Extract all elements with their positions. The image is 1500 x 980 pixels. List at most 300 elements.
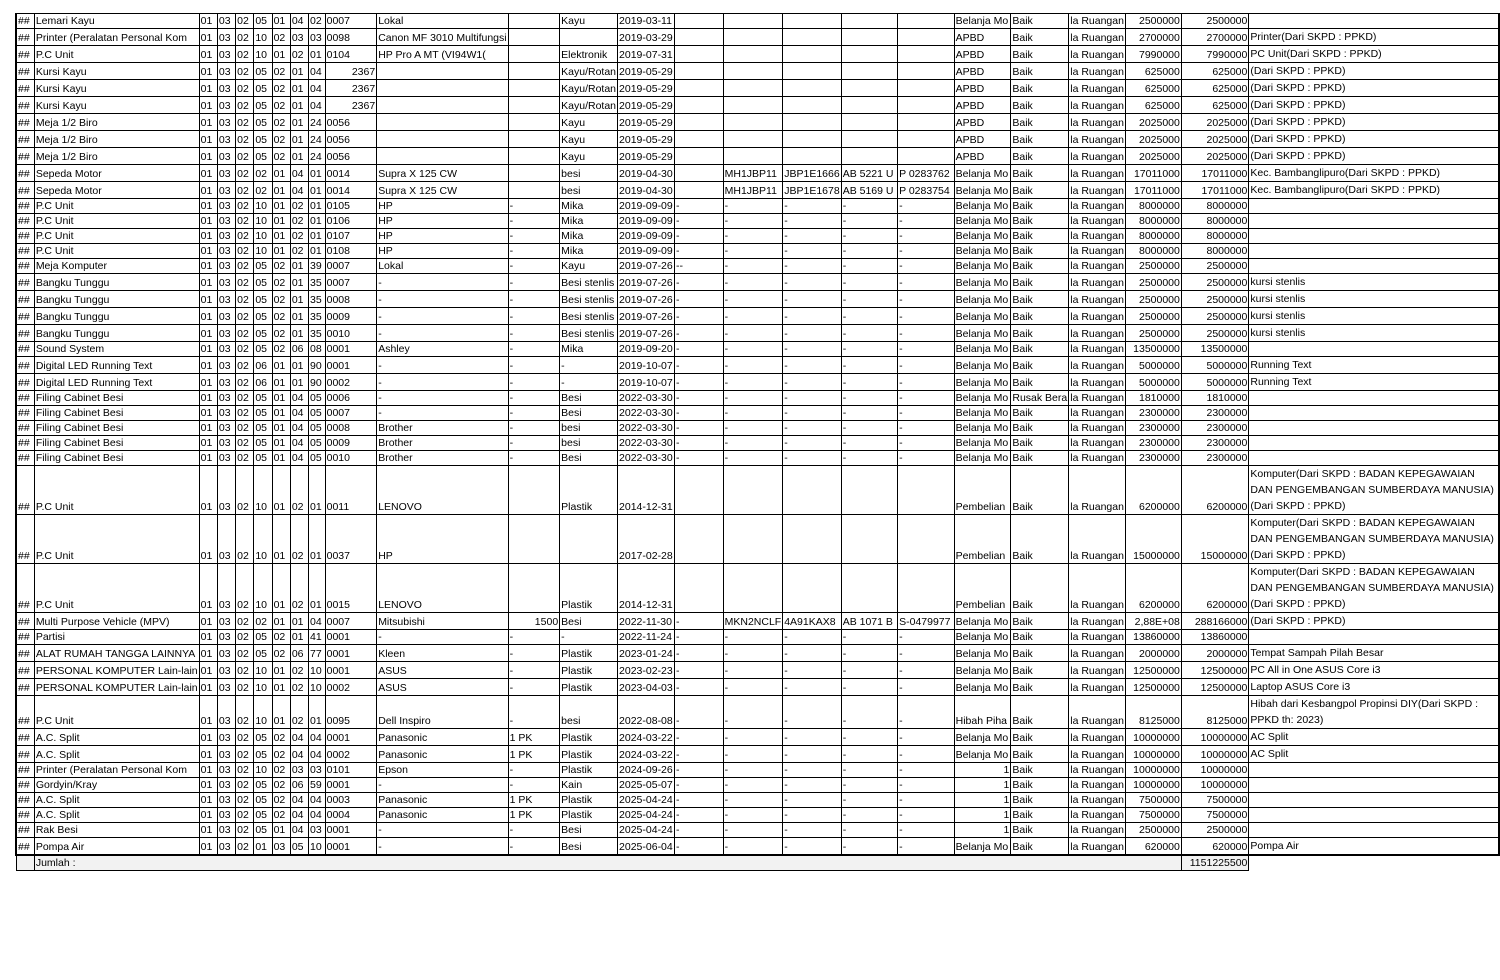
plate-no-cell: - (841, 308, 897, 325)
remarks-cell (1249, 406, 1499, 421)
condition-cell: Rusak Bera (1012, 392, 1068, 404)
code-cell: 01 (290, 131, 308, 148)
table-row (16, 696, 1499, 729)
location-cell: la Ruangan (1069, 29, 1126, 46)
code-cell: 04 (309, 613, 326, 630)
code-cell: 04 (309, 63, 326, 80)
code-cell: 04 (290, 421, 308, 436)
material-cell: - (560, 374, 618, 391)
size-cell (508, 14, 560, 29)
location-cell: la Ruangan (1069, 564, 1126, 613)
engine-no-cell: - (783, 696, 841, 729)
bpkb-no-cell: - (898, 259, 955, 274)
code-cell: 03 (217, 778, 235, 793)
location-cell: la Ruangan (1069, 679, 1126, 696)
remarks-cell: kursi stenlis (1249, 308, 1499, 325)
material-cell: Kayu (560, 259, 618, 274)
brand-cell (377, 114, 508, 131)
code-cell: 02 (236, 29, 254, 46)
code-cell: 01 (199, 645, 217, 662)
material-cell: Kayu (560, 131, 618, 148)
origin-cell: Belanja Mo (954, 182, 1011, 199)
code-cell: 24 (309, 114, 326, 131)
origin-cell: Pembelian (954, 515, 1011, 564)
factory-no-cell: - (674, 746, 723, 763)
value-cell: 5000000 (1181, 374, 1249, 391)
size-cell: - (508, 421, 560, 436)
date-cell: 2019-05-29 (618, 80, 675, 97)
brand-cell: - (377, 391, 508, 406)
code-cell: 10 (254, 662, 272, 679)
size-cell: - (508, 229, 560, 244)
bpkb-no-cell: - (898, 696, 955, 729)
table-body (16, 14, 1499, 856)
date-cell: 2019-09-09 (619, 200, 673, 212)
factory-no-cell: - (674, 696, 723, 729)
bpkb-no-cell: P 0283762 (898, 165, 955, 182)
brand-cell: Lokal (377, 259, 508, 274)
value-cell: 620000 (1181, 838, 1249, 856)
location-cell: la Ruangan (1069, 63, 1126, 80)
bpkb-no-cell: - (898, 823, 955, 838)
brand-cell: Kleen (377, 645, 508, 662)
origin-cell: APBD (954, 46, 1011, 63)
code-cell: 02 (236, 466, 254, 515)
code-cell: 02 (272, 29, 290, 46)
date-cell: 2022-03-30 (619, 452, 673, 464)
condition-cell: Baik (1011, 14, 1069, 29)
engine-no-cell: - (783, 662, 841, 679)
value-cell: 7500000 (1181, 808, 1249, 823)
code-cell: 01 (309, 466, 326, 515)
register-cell: 0010 (325, 451, 377, 466)
remarks-cell: Running Text (1249, 357, 1499, 374)
item-name-cell: P.C Unit (34, 229, 199, 244)
code-cell: 04 (290, 746, 308, 763)
code-cell: 02 (236, 630, 254, 645)
chassis-no-cell: - (723, 421, 783, 436)
remarks-cell: (Dari SKPD : PPKD) (1249, 80, 1499, 97)
plate-no-cell: - (841, 823, 897, 838)
code-cell: 04 (290, 823, 308, 838)
chassis-no-cell: - (723, 274, 783, 291)
date-cell: 2019-04-30 (618, 165, 675, 182)
table-row (16, 357, 1499, 374)
code-cell: 01 (199, 182, 217, 199)
origin-cell: Belanja Mo (954, 613, 1011, 630)
date-cell: 2019-03-29 (618, 29, 675, 46)
date-cell: 2019-05-29 (618, 114, 675, 131)
date-cell: 2022-03-30 (619, 437, 673, 449)
value-cell: 288166000 (1181, 613, 1249, 630)
condition-cell: Baik (1011, 182, 1069, 199)
location-cell: la Ruangan (1069, 274, 1126, 291)
code-cell: 01 (272, 406, 290, 421)
code-cell: 02 (236, 308, 254, 325)
engine-no-cell: - (783, 763, 841, 778)
remarks-cell: (Dari SKPD : PPKD) (1249, 131, 1499, 148)
date-cell: 2022-03-30 (619, 407, 673, 419)
bpkb-no-cell: - (898, 308, 955, 325)
code-cell: 90 (309, 374, 326, 391)
code-cell: 06 (290, 778, 308, 793)
value-cell: 2025000 (1181, 114, 1249, 131)
factory-no-cell: - (674, 342, 723, 357)
value-cell: 2700000 (1181, 29, 1249, 46)
code-cell: 02 (236, 274, 254, 291)
price-cell: 1810000 (1126, 391, 1182, 406)
item-name-cell: Bangku Tunggu (34, 325, 199, 342)
item-name-cell: Printer (Peralatan Personal Kom (34, 763, 199, 778)
engine-no-cell (783, 29, 841, 46)
engine-no-cell: - (783, 679, 841, 696)
factory-no-cell: - (674, 838, 723, 856)
code-cell: 05 (254, 436, 272, 451)
origin-cell: APBD (954, 114, 1011, 131)
brand-cell: ASUS (377, 679, 508, 696)
location-cell: la Ruangan (1070, 794, 1124, 806)
code-cell: 02 (309, 14, 326, 29)
origin-cell: 1 (954, 793, 1011, 808)
remarks-cell (1249, 229, 1499, 244)
value-cell: 2500000 (1181, 325, 1249, 342)
code-cell: 01 (199, 515, 217, 564)
condition-cell: Baik (1011, 662, 1069, 679)
plate-no-cell: - (841, 746, 897, 763)
remarks-cell: Komputer(Dari SKPD : BADAN KEPEGAWAIAN DAN PENGEMBANGAN SUMBERDAYA MANUSIA)(Dari SKPD : PPKD) (1249, 564, 1499, 613)
origin-cell: Belanja Mo (954, 229, 1011, 244)
price-cell: 2025000 (1126, 114, 1182, 131)
code-cell: 03 (272, 838, 290, 856)
bpkb-no-cell (898, 131, 955, 148)
size-cell: - (508, 391, 560, 406)
code-cell: 01 (199, 199, 217, 214)
price-cell: 625000 (1126, 80, 1182, 97)
plate-no-cell (841, 114, 897, 131)
price-cell: 2025000 (1126, 148, 1182, 165)
date-cell: 2019-05-29 (618, 131, 675, 148)
size-cell: - (508, 696, 560, 729)
factory-no-cell: - (674, 793, 723, 808)
table-row (16, 645, 1499, 662)
code-cell: 02 (272, 131, 290, 148)
bpkb-no-cell: - (898, 199, 955, 214)
engine-no-cell: - (783, 342, 841, 357)
table-row (16, 406, 1499, 421)
price-cell: 17011000 (1126, 165, 1182, 182)
code-cell: 03 (217, 229, 235, 244)
bpkb-no-cell: - (898, 214, 955, 229)
code-cell: 04 (309, 80, 326, 97)
chassis-no-cell: - (723, 244, 783, 259)
item-name-cell: Bangku Tunggu (34, 308, 199, 325)
code-cell: 02 (236, 746, 254, 763)
code-cell: 01 (309, 182, 326, 199)
material-cell: Plastik (560, 662, 618, 679)
date-cell: 2019-09-09 (619, 245, 673, 257)
plate-no-cell: - (841, 229, 897, 244)
code-cell: 02 (236, 357, 254, 374)
condition-cell: Baik (1011, 259, 1069, 274)
total-value: 1151225500 (1181, 855, 1249, 871)
remarks-cell: (Dari SKPD : PPKD) (1249, 613, 1499, 630)
size-cell: 1 PK (508, 746, 560, 763)
item-name-cell: Filing Cabinet Besi (34, 406, 199, 421)
chassis-no-cell (723, 63, 783, 80)
table-row (16, 63, 1499, 80)
code-cell: 05 (254, 630, 272, 645)
register-cell: 0003 (325, 793, 377, 808)
factory-no-cell (674, 80, 723, 97)
location-cell: la Ruangan (1069, 97, 1126, 114)
material-cell: Kayu/Rotan (560, 80, 618, 97)
code-cell: 01 (199, 131, 217, 148)
material-cell: besi (560, 421, 618, 436)
remarks-cell: (Dari SKPD : PPKD) (1249, 148, 1499, 165)
code-cell: 05 (290, 838, 308, 856)
chassis-no-cell (723, 14, 783, 29)
code-cell: 03 (217, 214, 235, 229)
table-row (16, 466, 1499, 515)
code-cell: 02 (290, 466, 308, 515)
code-cell: 03 (217, 131, 235, 148)
code-cell: 02 (272, 63, 290, 80)
chassis-no-cell: - (723, 729, 783, 746)
bpkb-no-cell (898, 14, 955, 29)
register-cell: 0007 (325, 406, 377, 421)
material-cell (560, 29, 618, 46)
factory-no-cell: - (674, 613, 723, 630)
code-cell: 01 (290, 114, 308, 131)
value-cell: 1810000 (1181, 391, 1249, 406)
chassis-no-cell (723, 97, 783, 114)
brand-cell: - (377, 823, 508, 838)
engine-no-cell (783, 515, 841, 564)
brand-cell: Ashley (377, 342, 508, 357)
plate-no-cell: - (841, 214, 897, 229)
factory-no-cell (674, 148, 723, 165)
code-cell: 03 (217, 259, 235, 274)
bpkb-no-cell: - (898, 645, 955, 662)
engine-no-cell: - (783, 778, 841, 793)
row-number-cell: ## (16, 274, 34, 291)
row-number-cell: ## (16, 29, 34, 46)
material-cell: Plastik (560, 793, 618, 808)
code-cell: 02 (236, 46, 254, 63)
date-cell: 2019-07-26 (618, 291, 675, 308)
brand-cell: - (377, 778, 508, 793)
code-cell: 03 (217, 466, 235, 515)
table-row (16, 308, 1499, 325)
code-cell: 04 (290, 793, 308, 808)
condition-cell: Baik (1011, 515, 1069, 564)
date-cell: 2022-11-30 (618, 613, 675, 630)
code-cell: 01 (290, 80, 308, 97)
register-cell: 0098 (325, 29, 377, 46)
table-row (16, 244, 1499, 259)
material-cell: Besi (560, 613, 618, 630)
condition-cell: Baik (1011, 451, 1069, 466)
code-cell: 02 (236, 823, 254, 838)
size-cell: - (508, 451, 560, 466)
code-cell: 03 (217, 662, 235, 679)
code-cell: 01 (290, 308, 308, 325)
brand-cell: Lokal (377, 14, 508, 29)
total-label: Jumlah : (34, 855, 1181, 871)
date-cell: 2019-09-09 (619, 230, 673, 242)
item-name-cell: Meja 1/2 Biro (34, 114, 199, 131)
item-name-cell: Meja 1/2 Biro (34, 148, 199, 165)
price-cell: 620000 (1126, 838, 1182, 856)
code-cell: 35 (309, 325, 326, 342)
code-cell: 01 (199, 763, 217, 778)
engine-no-cell: - (783, 325, 841, 342)
plate-no-cell: - (841, 325, 897, 342)
value-cell: 2300000 (1181, 436, 1249, 451)
item-name-cell: Multi Purpose Vehicle (MPV) (34, 613, 199, 630)
date-cell: 2023-01-24 (618, 645, 675, 662)
date-cell: 2019-05-29 (618, 63, 675, 80)
code-cell: 02 (272, 630, 290, 645)
condition-cell: Baik (1011, 131, 1069, 148)
item-name-cell: P.C Unit (34, 214, 199, 229)
remarks-cell: kursi stenlis (1249, 291, 1499, 308)
code-cell: 03 (217, 291, 235, 308)
price-cell: 13500000 (1126, 342, 1182, 357)
code-cell: 02 (290, 199, 308, 214)
brand-cell (377, 97, 508, 114)
location-cell: la Ruangan (1070, 343, 1124, 355)
origin-cell: APBD (954, 148, 1011, 165)
code-cell: 05 (254, 746, 272, 763)
value-cell: 10000000 (1181, 763, 1249, 778)
code-cell: 01 (199, 466, 217, 515)
code-cell: 01 (272, 357, 290, 374)
code-cell: 01 (199, 325, 217, 342)
code-cell: 01 (199, 793, 217, 808)
engine-no-cell (783, 97, 841, 114)
chassis-no-cell: - (723, 451, 783, 466)
material-cell: Mika (560, 214, 618, 229)
code-cell: 10 (309, 838, 326, 856)
value-cell: 2025000 (1181, 148, 1249, 165)
price-cell: 8000000 (1126, 214, 1182, 229)
value-cell: 8000000 (1181, 199, 1249, 214)
brand-cell: Epson (377, 763, 508, 778)
register-cell: 0007 (325, 259, 377, 274)
location-cell: la Ruangan (1069, 696, 1126, 729)
chassis-no-cell: - (723, 793, 783, 808)
plate-no-cell: - (841, 679, 897, 696)
factory-no-cell: - (674, 357, 723, 374)
code-cell: 02 (236, 808, 254, 823)
origin-cell: Hibah Piha (954, 696, 1011, 729)
register-cell: 0014 (325, 182, 377, 199)
bpkb-no-cell: - (898, 357, 955, 374)
value-cell: 2025000 (1181, 131, 1249, 148)
code-cell: 02 (236, 182, 254, 199)
item-name-cell: Bangku Tunggu (34, 291, 199, 308)
size-cell (508, 564, 560, 613)
code-cell: 10 (254, 46, 272, 63)
material-cell: - (560, 630, 618, 645)
code-cell: 03 (217, 746, 235, 763)
price-cell: 2,88E+08 (1126, 613, 1182, 630)
code-cell: 01 (290, 259, 308, 274)
origin-cell: Belanja Mo (954, 165, 1011, 182)
remarks-cell: Printer(Dari SKPD : PPKD) (1249, 29, 1499, 46)
material-cell: Mika (560, 199, 618, 214)
bpkb-no-cell: - (898, 763, 955, 778)
chassis-no-cell: - (723, 778, 783, 793)
plate-no-cell (841, 515, 897, 564)
table-row (16, 613, 1499, 630)
item-name-cell: P.C Unit (34, 466, 199, 515)
code-cell: 24 (309, 148, 326, 165)
size-cell: - (508, 308, 560, 325)
chassis-no-cell: - (723, 214, 783, 229)
row-number-cell: ## (16, 325, 34, 342)
plate-no-cell: - (841, 291, 897, 308)
brand-cell: - (377, 308, 508, 325)
code-cell: 05 (254, 131, 272, 148)
code-cell: 01 (272, 182, 290, 199)
brand-cell (377, 131, 508, 148)
register-cell: 0008 (325, 291, 377, 308)
code-cell: 01 (290, 63, 308, 80)
date-cell: 2022-03-30 (619, 422, 673, 434)
brand-cell: - (377, 374, 508, 391)
code-cell: 03 (290, 763, 308, 778)
plate-no-cell: AB 5169 U (841, 182, 897, 199)
register-cell: 0015 (325, 564, 377, 613)
table-row (16, 729, 1499, 746)
origin-cell: Belanja Mo (954, 374, 1011, 391)
code-cell: 01 (199, 838, 217, 856)
code-cell: 04 (290, 165, 308, 182)
plate-no-cell (841, 29, 897, 46)
code-cell: 05 (309, 451, 326, 466)
factory-no-cell (674, 114, 723, 131)
plate-no-cell: - (841, 645, 897, 662)
price-cell: 7990000 (1126, 46, 1182, 63)
code-cell: 05 (309, 421, 326, 436)
table-row (16, 808, 1499, 823)
price-cell: 625000 (1126, 97, 1182, 114)
location-cell: la Ruangan (1070, 422, 1124, 434)
table-row (16, 746, 1499, 763)
condition-cell: Baik (1011, 63, 1069, 80)
location-cell: la Ruangan (1069, 613, 1126, 630)
material-cell: Besi (560, 838, 618, 856)
material-cell: Kayu (560, 14, 618, 29)
material-cell: Mika (560, 229, 618, 244)
plate-no-cell: - (841, 763, 897, 778)
item-name-cell: Meja Komputer (34, 259, 199, 274)
code-cell: 35 (309, 274, 326, 291)
size-cell: - (508, 778, 560, 793)
price-cell: 7500000 (1126, 808, 1182, 823)
condition-cell: Baik (1011, 823, 1069, 838)
date-cell: 2019-07-26 (618, 308, 675, 325)
value-cell: 2500000 (1181, 274, 1249, 291)
code-cell: 05 (254, 291, 272, 308)
date-cell: 2019-07-26 (619, 260, 673, 272)
engine-no-cell: - (783, 274, 841, 291)
code-cell: 02 (236, 148, 254, 165)
code-cell: 01 (199, 63, 217, 80)
code-cell: 01 (290, 148, 308, 165)
